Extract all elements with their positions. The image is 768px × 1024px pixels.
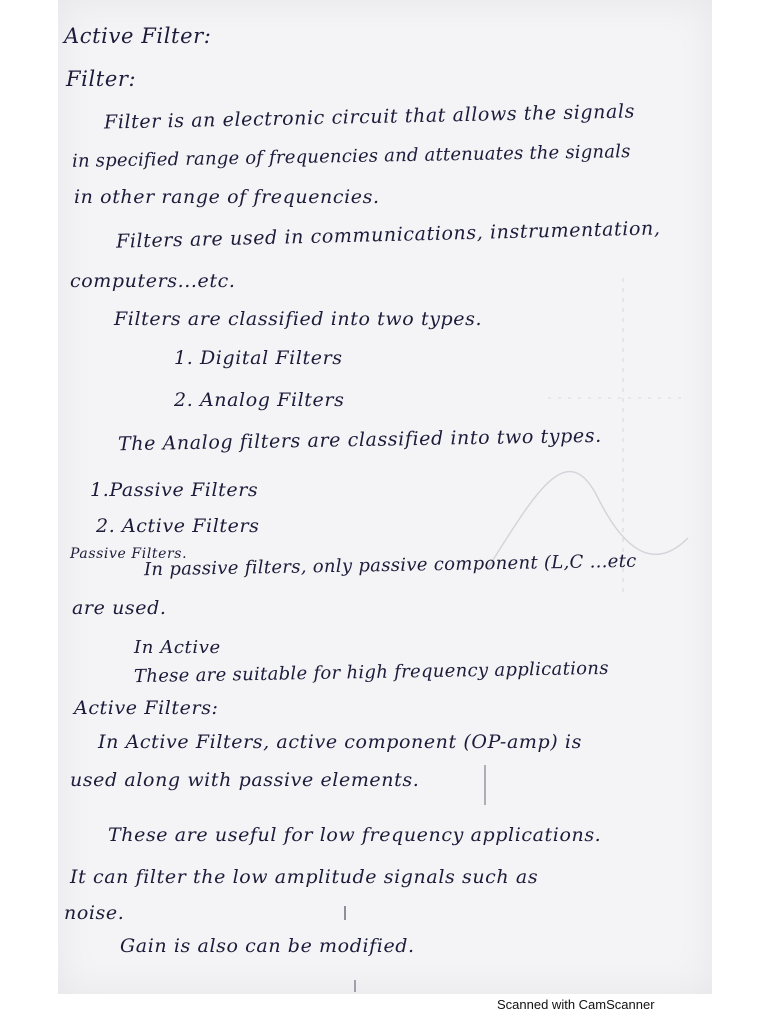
list-item-active: 2. Active Filters: [96, 515, 260, 537]
text-line: Filters are classified into two types.: [114, 308, 483, 330]
text-line: In Active Filters, active component (OP-amp) is: [98, 731, 582, 753]
text-line: The Analog filters are classified into two types.: [117, 424, 602, 456]
text-line: Gain is also can be modified.: [120, 935, 415, 957]
text-line: In Active: [134, 637, 221, 658]
ink-mark: [484, 765, 486, 805]
text-line: used along with passive elements.: [70, 769, 420, 791]
text-line: Filters are used in communications, instrumentation,: [115, 217, 661, 253]
page-title: Active Filter:: [64, 24, 212, 48]
text-line: in specified range of frequencies and attenuates the signals: [71, 141, 631, 172]
text-line: These are suitable for high frequency applications: [133, 657, 609, 688]
list-item-passive: 1.Passive Filters: [90, 479, 259, 501]
section-heading-passive: Passive Filters.: [70, 546, 188, 562]
section-heading-filter: Filter:: [66, 67, 137, 91]
ink-mark: [354, 980, 356, 992]
list-item-digital: 1. Digital Filters: [174, 347, 343, 369]
text-line: in other range of frequencies.: [74, 186, 380, 208]
text-line: noise.: [64, 902, 125, 924]
text-line: These are useful for low frequency applications.: [108, 824, 602, 846]
section-heading-active: Active Filters:: [74, 697, 219, 719]
scanner-watermark: Scanned with CamScanner: [497, 997, 655, 1012]
ink-mark: [344, 906, 346, 920]
list-item-analog: 2. Analog Filters: [174, 389, 345, 411]
text-line: computers...etc.: [70, 270, 236, 292]
text-line: It can filter the low amplitude signals such as: [70, 866, 539, 888]
text-line: are used.: [72, 597, 167, 619]
text-line: Filter is an electronic circuit that allows the signals: [103, 100, 636, 134]
text-line: In passive filters, only passive component (L,C ...etc: [143, 550, 637, 581]
